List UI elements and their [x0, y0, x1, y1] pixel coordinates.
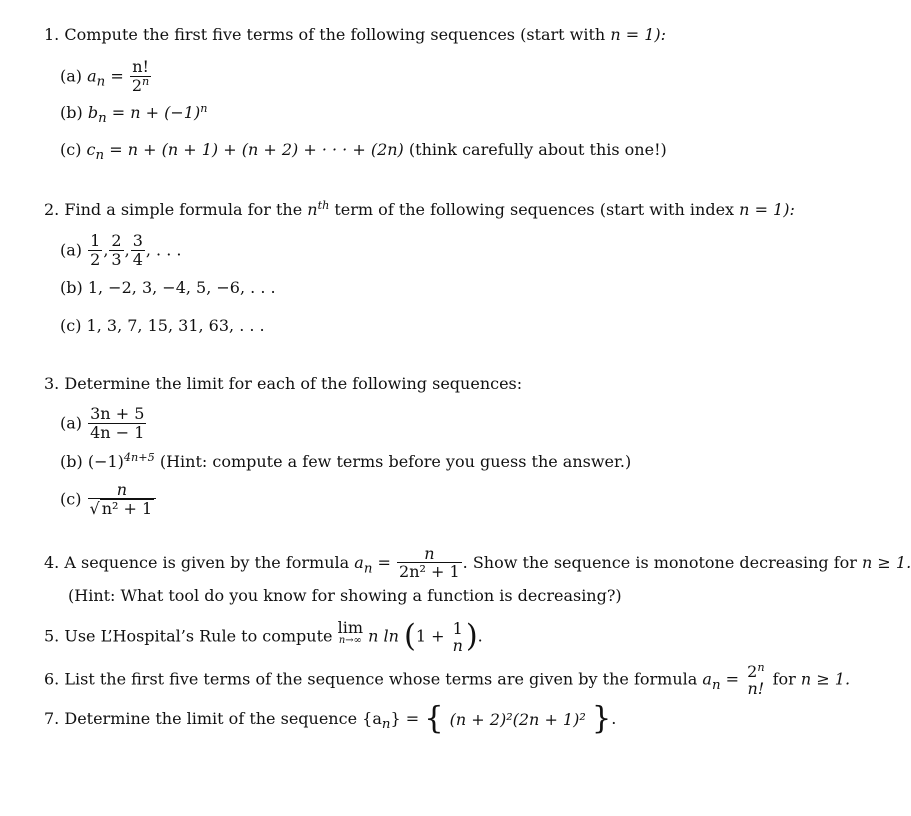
problem-5-statement: [44, 620, 483, 654]
den-base: 2: [131, 76, 143, 96]
problem-6-statement: [44, 660, 851, 699]
hint: (Hint: compute a few terms before you guess the answer.): [159, 452, 632, 471]
fraction: [88, 482, 157, 518]
condition: n = 1):: [610, 25, 667, 44]
denominator: 4: [132, 250, 143, 270]
math-var: n: [307, 200, 318, 219]
problem-3c: [60, 482, 157, 518]
problem-number: 7.: [44, 709, 60, 728]
denominator: n: [452, 636, 463, 656]
fraction: [449, 709, 586, 729]
problem-7-statement: [44, 701, 617, 737]
numerator: (n + 2)²: [449, 709, 513, 729]
math-var: c: [86, 140, 96, 159]
fraction: [451, 620, 465, 654]
problem-4-hint: [68, 588, 622, 604]
problem-text: Find a simple formula for the: [64, 200, 303, 219]
problem-text: A sequence is given by the formula: [64, 553, 350, 573]
math-expr: 1, 3, 7, 15, 31, 63, . . .: [86, 316, 265, 335]
math-exp: 4n+5: [123, 450, 155, 464]
set-open: {a: [362, 709, 382, 728]
numerator: 2: [111, 231, 122, 250]
problem-text: term of the following sequences (start with index: [334, 200, 735, 219]
math-base: (−1): [87, 452, 124, 471]
numerator: n!: [132, 57, 149, 76]
math-sub: n: [98, 111, 107, 127]
numerator: 1: [90, 231, 101, 250]
problem-number: 5.: [44, 626, 60, 646]
fraction: [745, 660, 766, 699]
denominator: 4n − 1: [90, 423, 145, 443]
problem-1-statement: [44, 27, 666, 43]
item-label: (c): [60, 316, 82, 335]
problem-1a: [60, 58, 152, 96]
math-exp: n: [200, 101, 208, 115]
denominator: 2: [90, 250, 101, 270]
problem-number: 3.: [44, 374, 60, 393]
den-exp: n: [142, 75, 150, 89]
note: (think carefully about this one!): [408, 140, 667, 159]
math-exp: th: [317, 198, 330, 212]
math-sub: n: [381, 717, 391, 733]
problem-text: List the first five terms of the sequence whose terms are given by the formula: [64, 669, 698, 689]
problem-text: Use L’Hospital’s Rule to compute: [64, 626, 333, 646]
ellipsis: , . . .: [145, 240, 182, 260]
hint: (Hint: What tool do you know for showing a function is decreasing?): [68, 586, 622, 605]
problem-2b: [60, 280, 276, 296]
denominator: [130, 76, 151, 95]
problem-3a: [60, 405, 147, 443]
math-var: a: [354, 553, 364, 573]
problem-3b: [60, 450, 632, 471]
problem-2c: [60, 318, 265, 334]
numerator: 1: [452, 619, 463, 638]
denominator: n!: [747, 679, 765, 699]
math-expr: = n + (−1): [106, 103, 201, 122]
item-label: (a): [60, 66, 83, 86]
problem-number: 1.: [44, 25, 60, 44]
math-op: =: [105, 66, 124, 86]
numerator: n: [116, 480, 128, 499]
fraction: [88, 405, 146, 443]
math-sub: n: [96, 74, 106, 90]
fraction: [88, 232, 102, 270]
math-op: =: [720, 669, 740, 689]
num-exp: n: [757, 660, 765, 674]
period: .: [477, 626, 483, 646]
problem-1b: [60, 101, 208, 127]
problem-number: 4.: [44, 553, 60, 573]
condition: n = 1):: [739, 200, 795, 219]
item-label: (c): [60, 489, 82, 509]
paren: (: [404, 619, 416, 655]
problem-text: for: [772, 669, 796, 689]
fraction: [131, 232, 145, 270]
lim-sub: n→∞: [338, 635, 362, 646]
problem-number: 2.: [44, 200, 60, 219]
item-label: (c): [60, 140, 82, 159]
numerator: 3n + 5: [90, 404, 145, 423]
math-op: =: [372, 553, 391, 573]
problem-2a: (a) $\frac{1}{2}$ , $\frac{2}{3}$ , $\frac{3}{4}$ , . . .: [60, 231, 182, 270]
problem-number: 6.: [44, 669, 60, 689]
math-var: a: [702, 669, 712, 689]
math-expr: = n + (n + 1) + (n + 2) + · · · + (2n): [104, 140, 404, 159]
problem-3-statement: [44, 376, 522, 392]
item-label: (a): [60, 413, 83, 433]
fraction: [109, 232, 123, 270]
brace: }: [591, 701, 612, 737]
fraction: [397, 546, 462, 581]
condition: n ≥ 1.: [862, 553, 911, 573]
item-label: (b): [60, 103, 83, 122]
radicand: n² + 1: [101, 499, 153, 518]
numerator: 3: [132, 231, 143, 250]
denominator: 2n² + 1: [399, 562, 460, 581]
item-label: (a): [60, 240, 83, 260]
set-close: } =: [390, 709, 420, 728]
problem-text: . Show the sequence is monotone decreasing for: [462, 553, 857, 573]
problem-text: Compute the first five terms of the following sequences (start with: [64, 25, 606, 44]
problem-text: Determine the limit of the sequence: [64, 709, 358, 728]
item-label: (b): [60, 278, 83, 297]
math-expr: 1, −2, 3, −4, 5, −6, . . .: [87, 278, 276, 297]
limit: [338, 620, 363, 646]
math-var: a: [87, 66, 97, 86]
num-base: 2: [747, 662, 758, 681]
item-label: (b): [60, 452, 83, 471]
problem-text: Determine the limit for each of the following sequences:: [64, 374, 523, 393]
condition: n ≥ 1.: [800, 669, 851, 689]
denominator: 3: [111, 250, 122, 270]
lim-label: lim: [337, 618, 363, 637]
math-sub: n: [363, 561, 373, 577]
math-expr: n ln: [368, 626, 399, 646]
sqrt-sign: √: [89, 499, 100, 518]
problem-1c: [60, 142, 667, 163]
denominator: [88, 498, 157, 518]
brace: {: [424, 701, 444, 737]
problem-2-statement: [44, 198, 795, 219]
problem-4-statement: [44, 546, 911, 581]
math-sub: n: [95, 148, 105, 164]
denominator: (2n + 1)²: [512, 709, 586, 729]
math-var: b: [87, 103, 99, 122]
numerator: n: [424, 544, 435, 563]
math-sub: n: [711, 677, 721, 693]
paren: ): [465, 619, 478, 655]
period: .: [611, 709, 617, 728]
fraction: [130, 58, 151, 96]
math-expr: 1 +: [415, 626, 445, 646]
